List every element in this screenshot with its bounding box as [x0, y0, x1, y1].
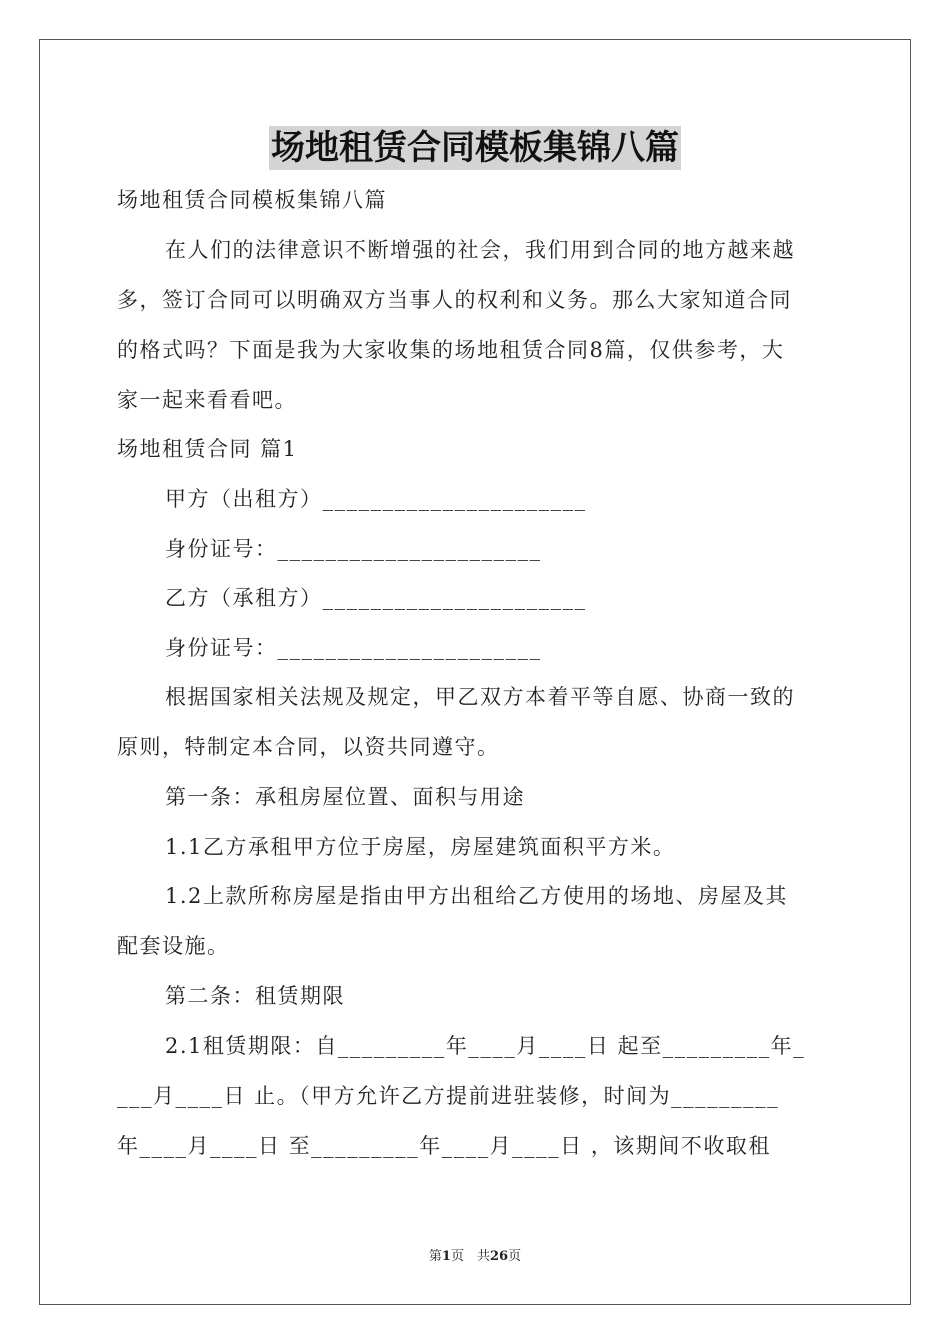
paragraph-line: 家一起来看看吧。: [117, 388, 297, 412]
party-b-field: 乙方（承租方）______________________: [165, 586, 587, 610]
clause-line: 2.1租赁期限：自_________年____月____日 起至_________年_: [165, 1034, 806, 1058]
page-border: [39, 39, 911, 1305]
paragraph-line: 的格式吗？下面是我为大家收集的场地租赁合同8篇，仅供参考，大: [117, 338, 785, 362]
paragraph-line: 在人们的法律意识不断增强的社会，我们用到合同的地方越来越: [165, 238, 795, 262]
page-total: 26: [489, 1249, 509, 1264]
footer-text: 页 共: [450, 1249, 490, 1264]
paragraph-line: 根据国家相关法规及规定，甲乙双方本着平等自愿、协商一致的: [165, 685, 795, 709]
page-footer: [0, 1249, 950, 1265]
id-number-field: 身份证号：______________________: [165, 537, 542, 561]
article-heading: 第一条：承租房屋位置、面积与用途: [165, 785, 525, 809]
clause-line: 年____月____日 至_________年____月____日 ，该期间不收取租: [117, 1134, 771, 1158]
document-title: 场地租赁合同模板集锦八篇: [271, 128, 679, 168]
clause-line: 1.2上款所称房屋是指由甲方出租给乙方使用的场地、房屋及其: [165, 884, 788, 908]
footer-text: 页: [508, 1249, 522, 1264]
paragraph-line: 多，签订合同可以明确双方当事人的权利和义务。那么大家知道合同: [117, 288, 792, 312]
clause-line: 1.1乙方承租甲方位于房屋，房屋建筑面积平方米。: [165, 835, 676, 859]
section-heading: 场地租赁合同 篇1: [117, 437, 298, 461]
footer-text: 第: [428, 1249, 442, 1264]
page-number: 1: [441, 1249, 451, 1264]
clause-line: 配套设施。: [117, 934, 230, 958]
id-number-field: 身份证号：______________________: [165, 636, 542, 660]
title-area: [0, 126, 950, 170]
article-heading: 第二条：租赁期限: [165, 984, 345, 1008]
paragraph-line: 原则，特制定本合同，以资共同遵守。: [117, 735, 500, 759]
subtitle: 场地租赁合同模板集锦八篇: [117, 188, 387, 212]
party-a-field: 甲方（出租方）______________________: [165, 487, 587, 511]
clause-line: ___月____日 止。（甲方允许乙方提前进驻装修，时间为_________: [117, 1084, 780, 1108]
